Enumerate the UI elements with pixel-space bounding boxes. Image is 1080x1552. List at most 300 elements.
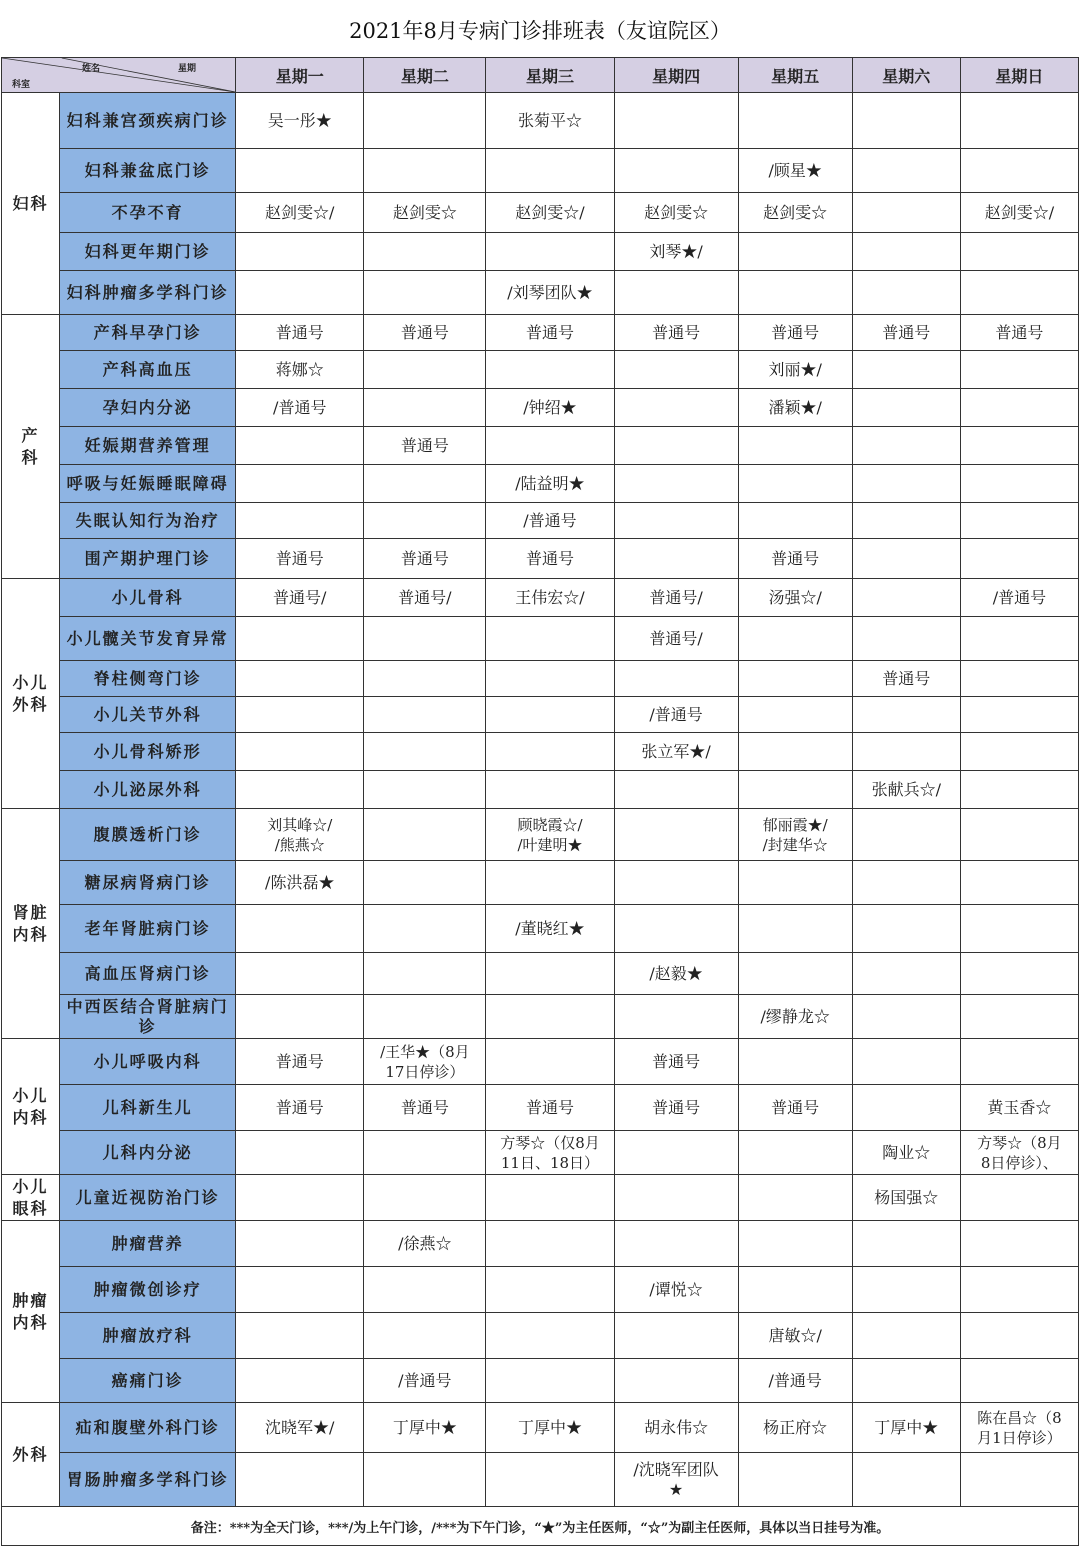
schedule-cell	[364, 1453, 486, 1507]
schedule-cell	[364, 861, 486, 905]
schedule-cell: /王华★（8月 17日停诊）	[364, 1039, 486, 1085]
schedule-cell	[486, 861, 614, 905]
schedule-cell	[486, 427, 614, 465]
schedule-cell	[852, 697, 960, 733]
schedule-cell	[738, 427, 852, 465]
day-header: 星期三	[486, 58, 614, 93]
schedule-cell	[960, 1359, 1078, 1403]
schedule-cell	[852, 233, 960, 271]
schedule-cell: 普通号	[364, 1085, 486, 1131]
schedule-cell: /普通号	[738, 1359, 852, 1403]
department-name: 外科	[2, 1403, 60, 1507]
clinic-name: 妇科兼宫颈疾病门诊	[60, 93, 236, 149]
schedule-cell	[236, 1175, 364, 1221]
department-name: 小儿 内科	[2, 1039, 60, 1175]
day-header: 星期四	[614, 58, 738, 93]
schedule-cell: /普通号	[486, 503, 614, 539]
schedule-cell: 普通号	[364, 315, 486, 351]
clinic-name: 小儿骨科	[60, 579, 236, 617]
schedule-cell: 普通号	[236, 1085, 364, 1131]
schedule-cell	[852, 539, 960, 579]
schedule-cell	[960, 465, 1078, 503]
schedule-cell	[486, 995, 614, 1039]
schedule-cell	[614, 861, 738, 905]
day-header: 星期日	[960, 58, 1078, 93]
schedule-cell	[960, 351, 1078, 389]
schedule-cell	[614, 389, 738, 427]
schedule-cell	[960, 771, 1078, 809]
schedule-cell	[960, 733, 1078, 771]
schedule-cell	[852, 93, 960, 149]
schedule-cell	[852, 1267, 960, 1313]
schedule-cell: 丁厚中★	[364, 1403, 486, 1453]
table-row	[2, 1359, 1079, 1403]
schedule-cell	[364, 905, 486, 953]
table-row	[2, 771, 1079, 809]
schedule-cell	[614, 661, 738, 697]
clinic-name: 疝和腹壁外科门诊	[60, 1403, 236, 1453]
schedule-cell	[486, 661, 614, 697]
schedule-cell: /沈晓军团队 ★	[614, 1453, 738, 1507]
schedule-cell	[614, 271, 738, 315]
schedule-cell: /徐燕☆	[364, 1221, 486, 1267]
schedule-cell: 普通号	[364, 539, 486, 579]
schedule-cell	[364, 771, 486, 809]
schedule-cell	[364, 1313, 486, 1359]
schedule-cell	[852, 503, 960, 539]
corner-dept-label: 科室	[12, 80, 31, 90]
schedule-cell: 普通号	[486, 539, 614, 579]
clinic-name: 儿科内分泌	[60, 1131, 236, 1175]
schedule-cell: 蒋娜☆	[236, 351, 364, 389]
schedule-cell: 方琴☆（仅8月 11日、18日）	[486, 1131, 614, 1175]
schedule-cell	[960, 503, 1078, 539]
schedule-cell	[364, 697, 486, 733]
schedule-cell: 刘丽★/	[738, 351, 852, 389]
schedule-cell: 普通号/	[614, 617, 738, 661]
schedule-cell	[738, 697, 852, 733]
schedule-cell	[614, 539, 738, 579]
department-name: 肿瘤 内科	[2, 1221, 60, 1403]
schedule-cell	[738, 233, 852, 271]
schedule-cell: 普通号	[236, 539, 364, 579]
schedule-cell	[852, 1359, 960, 1403]
schedule-cell: 赵剑雯☆	[738, 193, 852, 233]
schedule-cell: 杨国强☆	[852, 1175, 960, 1221]
schedule-cell	[852, 1039, 960, 1085]
schedule-cell	[614, 427, 738, 465]
table-row	[2, 193, 1079, 233]
schedule-cell	[852, 465, 960, 503]
schedule-cell: 潘颖★/	[738, 389, 852, 427]
schedule-cell	[486, 1221, 614, 1267]
schedule-cell: 陶业☆	[852, 1131, 960, 1175]
clinic-name: 小儿呼吸内科	[60, 1039, 236, 1085]
schedule-cell	[236, 697, 364, 733]
schedule-cell	[364, 351, 486, 389]
schedule-cell: 普通号	[738, 1085, 852, 1131]
schedule-cell: /谭悦☆	[614, 1267, 738, 1313]
schedule-cell	[364, 661, 486, 697]
schedule-cell	[486, 1039, 614, 1085]
schedule-cell	[960, 953, 1078, 995]
schedule-cell	[852, 861, 960, 905]
schedule-cell	[614, 1175, 738, 1221]
schedule-cell	[852, 1221, 960, 1267]
schedule-cell	[236, 1313, 364, 1359]
schedule-cell	[852, 1453, 960, 1507]
schedule-cell: /顾星★	[738, 149, 852, 193]
schedule-cell: 普通号	[852, 315, 960, 351]
schedule-cell: /普通号	[236, 389, 364, 427]
page-title: 2021年8月专病门诊排班表（友谊院区）	[349, 19, 731, 43]
schedule-cell: 方琴☆（8月 8日停诊）、	[960, 1131, 1078, 1175]
schedule-cell	[960, 861, 1078, 905]
schedule-cell	[614, 503, 738, 539]
schedule-cell	[960, 809, 1078, 861]
schedule-cell	[852, 271, 960, 315]
schedule-cell	[852, 905, 960, 953]
schedule-cell	[738, 733, 852, 771]
schedule-cell	[738, 1267, 852, 1313]
schedule-cell: 普通号	[738, 539, 852, 579]
schedule-cell: 普通号	[364, 427, 486, 465]
schedule-cell	[236, 617, 364, 661]
table-row	[2, 1453, 1079, 1507]
schedule-cell	[852, 427, 960, 465]
schedule-cell: 赵剑雯☆/	[486, 193, 614, 233]
schedule-cell	[852, 579, 960, 617]
schedule-cell	[486, 351, 614, 389]
table-row	[2, 579, 1079, 617]
schedule-cell	[364, 953, 486, 995]
table-row	[2, 389, 1079, 427]
schedule-cell: 普通号	[236, 315, 364, 351]
corner-name-label: 姓名	[82, 64, 101, 74]
schedule-cell	[614, 465, 738, 503]
schedule-cell	[614, 1221, 738, 1267]
day-header: 星期二	[364, 58, 486, 93]
schedule-cell	[236, 503, 364, 539]
clinic-name: 糖尿病肾病门诊	[60, 861, 236, 905]
schedule-cell	[852, 809, 960, 861]
schedule-cell: 陈在昌☆（8 月1日停诊）	[960, 1403, 1078, 1453]
schedule-table	[1, 57, 1079, 1546]
schedule-cell	[960, 1175, 1078, 1221]
schedule-cell	[738, 661, 852, 697]
schedule-cell	[486, 1313, 614, 1359]
schedule-cell	[738, 1453, 852, 1507]
clinic-name: 癌痛门诊	[60, 1359, 236, 1403]
schedule-cell: 赵剑雯☆/	[236, 193, 364, 233]
table-row	[2, 271, 1079, 315]
schedule-cell: 张献兵☆/	[852, 771, 960, 809]
clinic-name: 肿瘤微创诊疗	[60, 1267, 236, 1313]
schedule-cell: 普通号	[614, 1085, 738, 1131]
schedule-cell	[960, 617, 1078, 661]
schedule-cell: /陈洪磊★	[236, 861, 364, 905]
schedule-cell	[614, 1131, 738, 1175]
department-name: 小儿 外科	[2, 579, 60, 809]
clinic-name: 肿瘤营养	[60, 1221, 236, 1267]
clinic-name: 腹膜透析门诊	[60, 809, 236, 861]
schedule-cell	[960, 233, 1078, 271]
schedule-cell	[960, 1267, 1078, 1313]
clinic-name: 儿科新生儿	[60, 1085, 236, 1131]
schedule-cell: 普通号	[852, 661, 960, 697]
schedule-cell	[364, 389, 486, 427]
schedule-cell	[738, 617, 852, 661]
table-row	[2, 1175, 1079, 1221]
schedule-cell	[738, 953, 852, 995]
schedule-cell	[960, 93, 1078, 149]
schedule-cell	[486, 771, 614, 809]
schedule-cell	[364, 1175, 486, 1221]
day-header: 星期五	[738, 58, 852, 93]
schedule-cell	[236, 995, 364, 1039]
schedule-cell	[738, 905, 852, 953]
schedule-cell: 张立军★/	[614, 733, 738, 771]
schedule-cell	[486, 1453, 614, 1507]
clinic-name: 呼吸与妊娠睡眠障碍	[60, 465, 236, 503]
schedule-cell	[364, 617, 486, 661]
schedule-cell: 赵剑雯☆/	[960, 193, 1078, 233]
schedule-cell	[738, 271, 852, 315]
schedule-cell: 丁厚中★	[852, 1403, 960, 1453]
clinic-name: 产科早孕门诊	[60, 315, 236, 351]
header-row	[2, 58, 1079, 93]
table-row	[2, 1313, 1079, 1359]
department-name: 产 科	[2, 315, 60, 579]
schedule-cell	[236, 233, 364, 271]
clinic-name: 妇科肿瘤多学科门诊	[60, 271, 236, 315]
schedule-cell: 胡永伟☆	[614, 1403, 738, 1453]
day-header: 星期一	[236, 58, 364, 93]
schedule-cell	[236, 905, 364, 953]
table-row	[2, 697, 1079, 733]
schedule-cell	[486, 1267, 614, 1313]
schedule-cell	[852, 1085, 960, 1131]
table-row	[2, 809, 1079, 861]
clinic-name: 妊娠期营养管理	[60, 427, 236, 465]
schedule-cell: /普通号	[614, 697, 738, 733]
schedule-cell	[486, 697, 614, 733]
schedule-cell: 沈晓军★/	[236, 1403, 364, 1453]
schedule-cell: 赵剑雯☆	[614, 193, 738, 233]
schedule-cell: 顾晓霞☆/ /叶建明★	[486, 809, 614, 861]
schedule-cell	[364, 809, 486, 861]
clinic-name: 小儿髋关节发育异常	[60, 617, 236, 661]
table-row	[2, 905, 1079, 953]
clinic-name: 老年肾脏病门诊	[60, 905, 236, 953]
schedule-cell	[236, 427, 364, 465]
schedule-cell	[960, 1453, 1078, 1507]
table-row	[2, 995, 1079, 1039]
schedule-cell	[852, 733, 960, 771]
table-row	[2, 1131, 1079, 1175]
schedule-cell	[852, 351, 960, 389]
note-row	[2, 1507, 1079, 1546]
clinic-name: 中西医结合肾脏病门 诊	[60, 995, 236, 1039]
schedule-cell: 普通号	[614, 1039, 738, 1085]
department-name: 小儿 眼科	[2, 1175, 60, 1221]
clinic-name: 围产期护理门诊	[60, 539, 236, 579]
schedule-cell	[236, 953, 364, 995]
schedule-cell: 刘其峰☆/ /熊燕☆	[236, 809, 364, 861]
schedule-cell	[960, 539, 1078, 579]
schedule-cell	[960, 905, 1078, 953]
table-row	[2, 661, 1079, 697]
table-row	[2, 953, 1079, 995]
schedule-cell: 刘琴★/	[614, 233, 738, 271]
clinic-name: 胃肠肿瘤多学科门诊	[60, 1453, 236, 1507]
schedule-cell: /普通号	[364, 1359, 486, 1403]
table-row	[2, 233, 1079, 271]
schedule-cell	[738, 93, 852, 149]
clinic-name: 小儿关节外科	[60, 697, 236, 733]
schedule-cell	[960, 995, 1078, 1039]
schedule-cell	[486, 1359, 614, 1403]
table-row	[2, 1039, 1079, 1085]
clinic-name: 小儿泌尿外科	[60, 771, 236, 809]
schedule-cell	[236, 1131, 364, 1175]
clinic-name: 儿童近视防治门诊	[60, 1175, 236, 1221]
schedule-cell	[738, 1175, 852, 1221]
table-row	[2, 617, 1079, 661]
clinic-name: 脊柱侧弯门诊	[60, 661, 236, 697]
schedule-cell: 普通号/	[614, 579, 738, 617]
table-row	[2, 861, 1079, 905]
schedule-cell: 普通号/	[236, 579, 364, 617]
schedule-cell: 汤强☆/	[738, 579, 852, 617]
schedule-cell	[852, 193, 960, 233]
schedule-cell: 杨正府☆	[738, 1403, 852, 1453]
schedule-cell	[614, 995, 738, 1039]
schedule-cell: 普通号	[738, 315, 852, 351]
table-row	[2, 149, 1079, 193]
schedule-cell: /董晓红★	[486, 905, 614, 953]
schedule-body	[2, 93, 1079, 1507]
schedule-cell	[960, 661, 1078, 697]
clinic-name: 小儿骨科矫形	[60, 733, 236, 771]
schedule-cell: 普通号	[486, 315, 614, 351]
schedule-cell	[614, 149, 738, 193]
table-row	[2, 1267, 1079, 1313]
schedule-cell	[364, 733, 486, 771]
corner-diagonal-lines	[2, 58, 235, 92]
schedule-cell	[614, 1313, 738, 1359]
table-row	[2, 427, 1079, 465]
schedule-cell: 普通号	[236, 1039, 364, 1085]
schedule-cell	[236, 1453, 364, 1507]
schedule-cell	[614, 351, 738, 389]
schedule-cell	[960, 149, 1078, 193]
clinic-name: 妇科更年期门诊	[60, 233, 236, 271]
schedule-cell	[236, 661, 364, 697]
schedule-cell	[236, 771, 364, 809]
schedule-cell	[364, 503, 486, 539]
schedule-cell: /钟绍★	[486, 389, 614, 427]
schedule-cell	[960, 389, 1078, 427]
schedule-cell	[738, 465, 852, 503]
schedule-cell	[738, 1221, 852, 1267]
schedule-cell	[852, 617, 960, 661]
schedule-cell	[960, 1221, 1078, 1267]
schedule-cell	[738, 1039, 852, 1085]
schedule-cell: 普通号	[486, 1085, 614, 1131]
schedule-cell	[486, 733, 614, 771]
schedule-cell	[364, 271, 486, 315]
table-row	[2, 93, 1079, 149]
schedule-cell	[236, 1359, 364, 1403]
schedule-cell	[486, 953, 614, 995]
schedule-cell: 唐敏☆/	[738, 1313, 852, 1359]
table-row	[2, 503, 1079, 539]
table-row	[2, 351, 1079, 389]
table-row	[2, 1403, 1079, 1453]
schedule-cell	[364, 465, 486, 503]
schedule-cell	[614, 93, 738, 149]
schedule-cell	[960, 271, 1078, 315]
table-row	[2, 1221, 1079, 1267]
schedule-cell	[236, 1221, 364, 1267]
schedule-cell	[364, 233, 486, 271]
schedule-cell	[614, 905, 738, 953]
schedule-cell: 郁丽霞★/ /封建华☆	[738, 809, 852, 861]
schedule-cell	[614, 771, 738, 809]
clinic-name: 妇科兼盆底门诊	[60, 149, 236, 193]
schedule-cell	[852, 389, 960, 427]
corner-week-label: 星期	[178, 64, 197, 74]
clinic-name: 产科高血压	[60, 351, 236, 389]
schedule-cell	[738, 503, 852, 539]
schedule-cell	[486, 149, 614, 193]
schedule-cell: 王伟宏☆/	[486, 579, 614, 617]
clinic-name: 不孕不育	[60, 193, 236, 233]
schedule-cell: /普通号	[960, 579, 1078, 617]
schedule-cell	[738, 861, 852, 905]
department-name: 肾脏 内科	[2, 809, 60, 1039]
corner-header	[2, 58, 236, 93]
schedule-cell	[236, 1267, 364, 1313]
clinic-name: 失眠认知行为治疗	[60, 503, 236, 539]
schedule-cell	[486, 233, 614, 271]
schedule-cell	[236, 733, 364, 771]
schedule-cell	[614, 1359, 738, 1403]
footnote: 备注：***为全天门诊，***/为上午门诊，/***为下午门诊，“★”为主任医师，“☆”为副主任医师，具体以当日挂号为准。	[2, 1507, 1079, 1546]
schedule-cell: 普通号	[960, 315, 1078, 351]
schedule-cell: 普通号	[614, 315, 738, 351]
schedule-cell	[960, 427, 1078, 465]
schedule-cell: 丁厚中★	[486, 1403, 614, 1453]
schedule-cell: 吴一彤★	[236, 93, 364, 149]
schedule-cell	[852, 149, 960, 193]
schedule-cell	[960, 697, 1078, 733]
schedule-cell	[364, 93, 486, 149]
clinic-name: 高血压肾病门诊	[60, 953, 236, 995]
schedule-cell	[960, 1313, 1078, 1359]
schedule-cell	[852, 953, 960, 995]
schedule-cell: 普通号/	[364, 579, 486, 617]
schedule-cell	[738, 1131, 852, 1175]
schedule-cell	[236, 465, 364, 503]
schedule-cell: /缪静龙☆	[738, 995, 852, 1039]
schedule-cell: 黄玉香☆	[960, 1085, 1078, 1131]
schedule-cell	[364, 149, 486, 193]
department-name: 妇科	[2, 93, 60, 315]
table-row	[2, 465, 1079, 503]
schedule-cell: /赵毅★	[614, 953, 738, 995]
